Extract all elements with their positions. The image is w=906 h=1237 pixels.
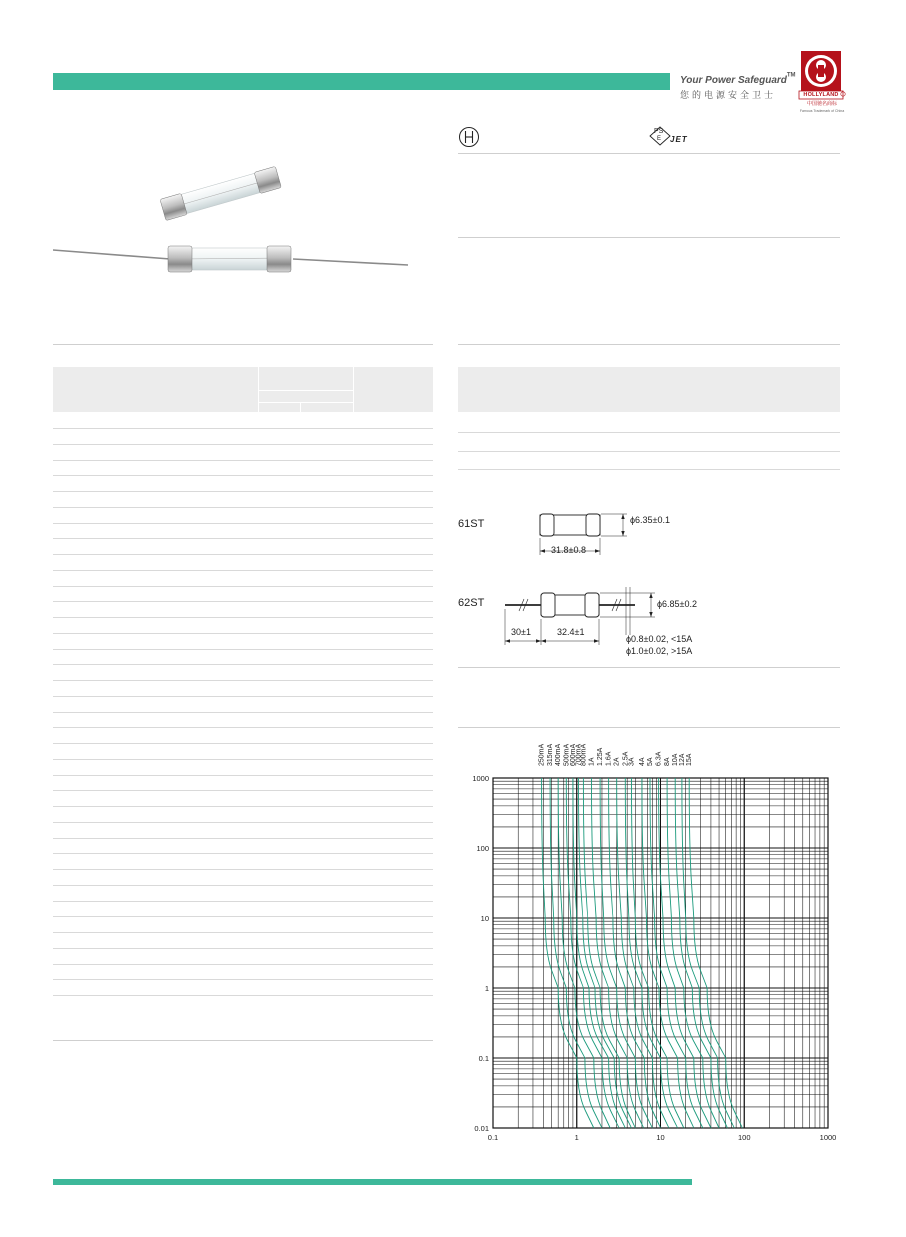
x-tick-label: 100 <box>737 1133 751 1142</box>
divider <box>458 153 840 154</box>
spec-table-header <box>53 367 433 412</box>
series-label-500mA: 500mA <box>563 743 571 766</box>
series-label-8A: 8A <box>664 757 672 766</box>
series-label-800mA: 800mA <box>580 743 588 766</box>
dim-62st-diameter: ϕ6.85±0.2 <box>657 599 698 609</box>
jet-text: JET <box>670 135 688 144</box>
table-row <box>53 901 433 902</box>
brand-name: HOLLYLAND <box>803 92 839 98</box>
dim-61st-diameter: ϕ6.35±0.1 <box>630 515 671 525</box>
divider <box>458 667 840 668</box>
y-tick-label: 1000 <box>472 774 489 783</box>
table-row <box>53 979 433 980</box>
table-row <box>53 995 433 996</box>
table-row <box>53 916 433 917</box>
y-tick-label: 100 <box>476 844 489 853</box>
y-tick-label: 0.01 <box>474 1124 489 1133</box>
curve-500mA <box>566 778 619 1128</box>
dim-62st-wire1: ϕ0.8±0.02, <15A <box>626 634 693 644</box>
table-row <box>53 570 433 571</box>
table-row <box>53 428 433 429</box>
divider <box>53 1040 433 1041</box>
series-label-315mA: 315mA <box>547 743 555 766</box>
curve-10A <box>675 778 727 1128</box>
series-label-3A: 3A <box>628 757 636 766</box>
x-tick-label: 0.1 <box>487 1133 499 1142</box>
table-row <box>53 601 433 602</box>
header-accent-bar <box>53 73 670 90</box>
table-row <box>53 664 433 665</box>
brand-cn: 中国驰名商标 <box>806 101 837 107</box>
h-circle-icon <box>458 126 480 148</box>
table-row <box>53 964 433 965</box>
table-row <box>53 680 433 681</box>
series-label-1.25A: 1.25A <box>597 747 605 766</box>
x-tick-label: 1000 <box>819 1133 837 1142</box>
dim-62st-body: 32.4±1 <box>557 627 585 637</box>
table-row <box>458 432 840 433</box>
curve-5A <box>650 778 703 1128</box>
table-row <box>53 554 433 555</box>
footer-accent-bar <box>53 1179 692 1185</box>
table-row <box>53 838 433 839</box>
table-row <box>53 586 433 587</box>
table-row <box>53 790 433 791</box>
divider <box>458 344 840 345</box>
series-label-12A: 12A <box>678 753 686 766</box>
trademark-mark: TM <box>786 72 796 79</box>
table-row <box>53 743 433 744</box>
dim-62st-lead: 30±1 <box>511 627 531 637</box>
table-row <box>53 822 433 823</box>
table-row <box>53 491 433 492</box>
series-label-1.6A: 1.6A <box>605 751 613 766</box>
table-row <box>53 948 433 949</box>
table-row <box>53 523 433 524</box>
table-header-divider <box>300 402 301 412</box>
divider <box>458 727 840 728</box>
series-label-600mA: 600mA <box>569 743 577 766</box>
slogan-text: Your Power Safeguard <box>680 75 787 86</box>
table-row <box>458 451 840 452</box>
table-header-divider <box>353 367 354 412</box>
table-row <box>53 869 433 870</box>
pse-e-text: E <box>657 136 662 142</box>
table-row <box>53 885 433 886</box>
table-row <box>53 507 433 508</box>
series-label-250mA: 250mA <box>538 743 546 766</box>
series-label-5A: 5A <box>647 757 654 766</box>
divider <box>458 237 840 238</box>
slogan-cn: 您的电源安全卫士 <box>680 90 777 100</box>
series-label-1A: 1A <box>588 757 596 766</box>
series-label-700mA: 700mA <box>575 743 583 766</box>
table-row <box>53 538 433 539</box>
dim-61st-length: 31.8±0.8 <box>551 545 586 555</box>
x-tick-label: 1 <box>574 1133 579 1142</box>
model-61st-label: 61ST <box>458 518 485 530</box>
series-label-2A: 2A <box>613 757 621 766</box>
table-row <box>53 475 433 476</box>
model-62st-label: 62ST <box>458 597 485 609</box>
slogan <box>680 70 800 101</box>
table-row <box>53 617 433 618</box>
rating-table-header <box>458 367 840 412</box>
table-row <box>53 460 433 461</box>
divider <box>53 344 433 345</box>
brand-en-small: Famous Trademark of China <box>799 109 845 113</box>
table-row <box>53 649 433 650</box>
table-row <box>53 759 433 760</box>
curve-2.5A <box>625 778 677 1128</box>
dim-62st-wire2: ϕ1.0±0.02, >15A <box>626 646 693 656</box>
table-row <box>53 633 433 634</box>
curve-15A <box>689 778 742 1128</box>
table-row <box>53 444 433 445</box>
table-row <box>53 806 433 807</box>
series-label-10A: 10A <box>672 753 680 766</box>
y-tick-label: 10 <box>480 914 489 923</box>
pse-text: PS <box>654 128 664 135</box>
series-label-400mA: 400mA <box>555 743 563 766</box>
y-tick-label: 0.1 <box>478 1054 489 1063</box>
curve-250mA <box>542 778 594 1128</box>
time-current-chart <box>458 733 848 1148</box>
glass-fuse-icon <box>53 160 413 280</box>
table-header-divider <box>258 390 353 391</box>
table-row <box>53 696 433 697</box>
table-row <box>53 712 433 713</box>
table-row <box>53 853 433 854</box>
series-label-2.5A: 2.5A <box>622 751 630 766</box>
y-tick-label: 1 <box>484 984 489 993</box>
cert-pse-jet <box>648 126 698 146</box>
table-header-divider <box>258 402 353 403</box>
series-label-15A: 15A <box>686 753 694 766</box>
brand-logo <box>798 50 846 108</box>
cert-h-mark <box>458 126 480 148</box>
product-image <box>53 160 413 280</box>
x-tick-label: 10 <box>656 1133 665 1142</box>
table-row <box>458 469 840 470</box>
series-label-4A: 4A <box>638 757 646 766</box>
table-row <box>53 932 433 933</box>
series-label-6.3A: 6.3A <box>655 751 663 766</box>
table-row <box>53 727 433 728</box>
table-row <box>53 775 433 776</box>
